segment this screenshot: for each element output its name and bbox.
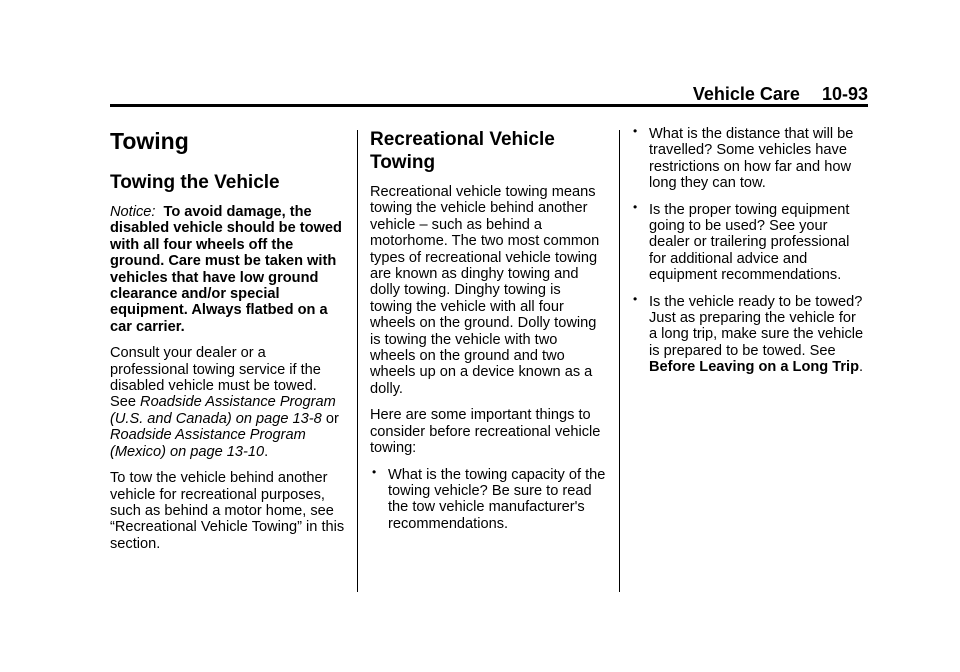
section-title: Towing [110,128,189,154]
notice-text: To avoid damage, the disabled vehicle should be towed with all four wheels off the ground. Care must be taken with vehicles that have low ground clearance and/or special equipment. Always flatbed on a car carrier. [110,204,342,335]
subsection-title: Towing the Vehicle [110,172,280,193]
list-item-text: What is the distance that will be travelled? Some vehicles have restrictions on how far and how long they can tow. [649,126,854,192]
or-text: or [325,410,339,427]
dealer-end: . [264,443,269,460]
rv-towing-title: Recreational Vehicle Towing [370,129,555,173]
column-1 [110,118,346,562]
column-2 [370,118,606,542]
list-item [631,199,868,284]
recreational-ref-paragraph: To tow the vehicle behind another vehicle for recreational purposes, such as behind a motor home, see “Recreational Vehicle Towing” in this section. [110,470,345,552]
list-item [631,126,868,192]
roadside-link-us[interactable]: Roadside Assistance Program (U.S. and Canada) on page 13-8 [110,394,336,427]
column-divider-1 [357,130,358,592]
dealer-paragraph [110,345,346,460]
list-item-text: What is the towing capacity of the towing vehicle? Be sure to read the tow vehicle manufacturer's recommendations. [388,466,606,532]
bullet-icon: • [633,199,638,214]
header-text [693,84,868,105]
header-section-title: Vehicle Care [692,84,800,104]
column-divider-2 [619,130,620,592]
list-item [370,464,606,533]
considerations-paragraph: Here are some important things to consider before recreational vehicle towing: [370,407,601,457]
bullet-icon: • [633,124,638,138]
list-item [631,291,868,376]
notice-paragraph [110,204,346,335]
dealer-text: Consult your dealer or a professional towing service if the disabled vehicle must be towed. See [110,345,321,411]
list-item-text: Is the vehicle ready to be towed? Just as preparing the vehicle for a long trip, make sure the vehicle is prepared to be towed. See [649,293,864,359]
considerations-list-continued [631,126,868,376]
header-rule [110,104,868,107]
list-item-text: Is the proper towing equipment going to be used? See your dealer or trailering professional for additional advice and equipment recommendations. [649,201,850,284]
header-page-number: 10-93 [821,84,868,104]
rv-intro-paragraph: Recreational vehicle towing means towing the vehicle behind another vehicle – such as behind a motorhome. The two most common types of recreational vehicle towing are known as dinghy towing and dolly towing. Dinghy towing is towing the vehicle with all four wheels on the ground. Dolly towing is towing the vehicle with two wheels on the ground and two wheels up on a device known as a dolly. [370,184,600,397]
list-item-end: . [859,359,864,376]
bullet-icon: • [372,464,377,479]
roadside-link-mexico[interactable]: Roadside Assistance Program (Mexico) on page 13-10 [110,427,306,460]
considerations-list [370,464,606,533]
long-trip-link[interactable]: Before Leaving on a Long Trip [649,359,860,376]
bullet-icon: • [633,291,638,306]
notice-label: Notice: [110,204,156,220]
column-3 [631,118,868,386]
